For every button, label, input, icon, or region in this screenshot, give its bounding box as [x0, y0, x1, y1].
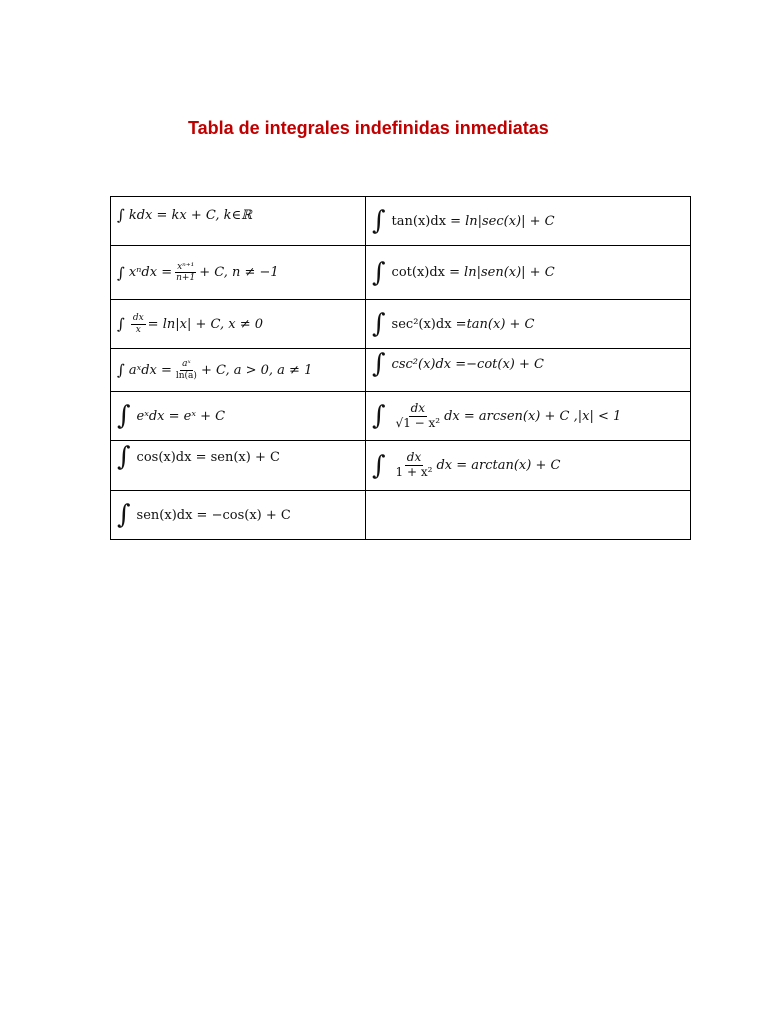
- integral-sign: ∫: [372, 450, 386, 481]
- fraction: $\frac{\text{xⁿ⁺¹}}{n+1}$: [176, 261, 196, 283]
- table-row: [111, 491, 691, 540]
- empty-cell: [366, 491, 691, 540]
- integral-sign: ∫: [372, 349, 386, 379]
- formula-sen: ∫ sen(x)dx = −cos(x) + C: [117, 500, 291, 530]
- table-cell: [366, 349, 691, 392]
- formula-power: ∫ xⁿdx = $\frac{\text{xⁿ⁺¹}}{n+1}$ + C, n ≠ −1: [117, 261, 279, 283]
- table-row: [111, 349, 691, 392]
- integral-sign: ∫: [117, 206, 125, 224]
- table-cell: [366, 300, 691, 349]
- formula-csc2: ∫ csc²(x)dx = −cot(x) + C: [372, 349, 544, 379]
- table-cell: [366, 246, 691, 300]
- table-cell: [111, 392, 366, 441]
- integral-sign: ∫: [117, 263, 125, 282]
- table-cell: [111, 441, 366, 491]
- formula-cot: ∫ cot(x)dx = ln|sen(x)| + C: [372, 257, 555, 288]
- fraction: $\frac{dx}{\text{1 + x²}}$: [395, 450, 433, 479]
- formula-constant: ∫ kdx = kx + C, k∈ℝ: [117, 206, 252, 224]
- table-cell: [111, 491, 366, 540]
- table-cell: [111, 246, 366, 300]
- table-cell: [111, 197, 366, 246]
- table-row: [111, 300, 691, 349]
- formula-tan: ∫ tan(x)dx = ln|sec(x)| + C: [372, 206, 555, 236]
- table-row: [111, 246, 691, 300]
- formula-cos: ∫ cos(x)dx = sen(x) + C: [117, 442, 280, 472]
- page-title: Tabla de integrales indefinidas inmediatas: [188, 118, 549, 138]
- integral-sign: ∫: [117, 500, 131, 530]
- integral-sign: ∫: [372, 206, 386, 236]
- formula-arctan: ∫ $\frac{dx}{\text{1 + x²}}$ dx = arctan(x) + C: [372, 450, 561, 481]
- formula-reciprocal: ∫ $\frac{dx}{x}$ = ln|x| + C, x ≠ 0: [117, 313, 263, 335]
- table-cell: [366, 441, 691, 491]
- integral-sign: ∫: [117, 442, 131, 472]
- table-row: [111, 197, 691, 246]
- table-row: [111, 441, 691, 491]
- integral-sign: ∫: [117, 361, 125, 379]
- integral-sign: ∫: [372, 309, 386, 339]
- fraction: $\frac{dx}{\text{√1 − x²}}$: [395, 400, 441, 430]
- fraction: $\frac{\text{aˣ}}{\ln(a)}$: [175, 359, 197, 381]
- table-cell: [366, 197, 691, 246]
- integral-sign: ∫: [372, 257, 386, 288]
- integral-sign: ∫: [372, 401, 386, 431]
- formula-arcsen: ∫ $\frac{dx}{\text{√1 − x²}}$ dx = arcsen(x) + C ,|x| < 1: [372, 400, 622, 431]
- table-cell: [366, 392, 691, 441]
- integral-sign: ∫: [117, 401, 131, 431]
- integrals-table: [110, 196, 691, 540]
- formula-exponential-base-a: ∫ aˣdx = $\frac{\text{aˣ}}{\ln(a)}$ + C, a > 0, a ≠ 1: [117, 359, 313, 381]
- integral-sign: ∫: [117, 315, 125, 333]
- table-row: [111, 392, 691, 441]
- formula-exponential-e: ∫ eˣdx = eˣ + C: [117, 401, 226, 431]
- formula-sec2: ∫ sec²(x)dx = tan(x) + C: [372, 309, 535, 339]
- fraction: $\frac{dx}{x}$: [132, 313, 144, 335]
- table-cell: [111, 300, 366, 349]
- table-cell: [111, 349, 366, 392]
